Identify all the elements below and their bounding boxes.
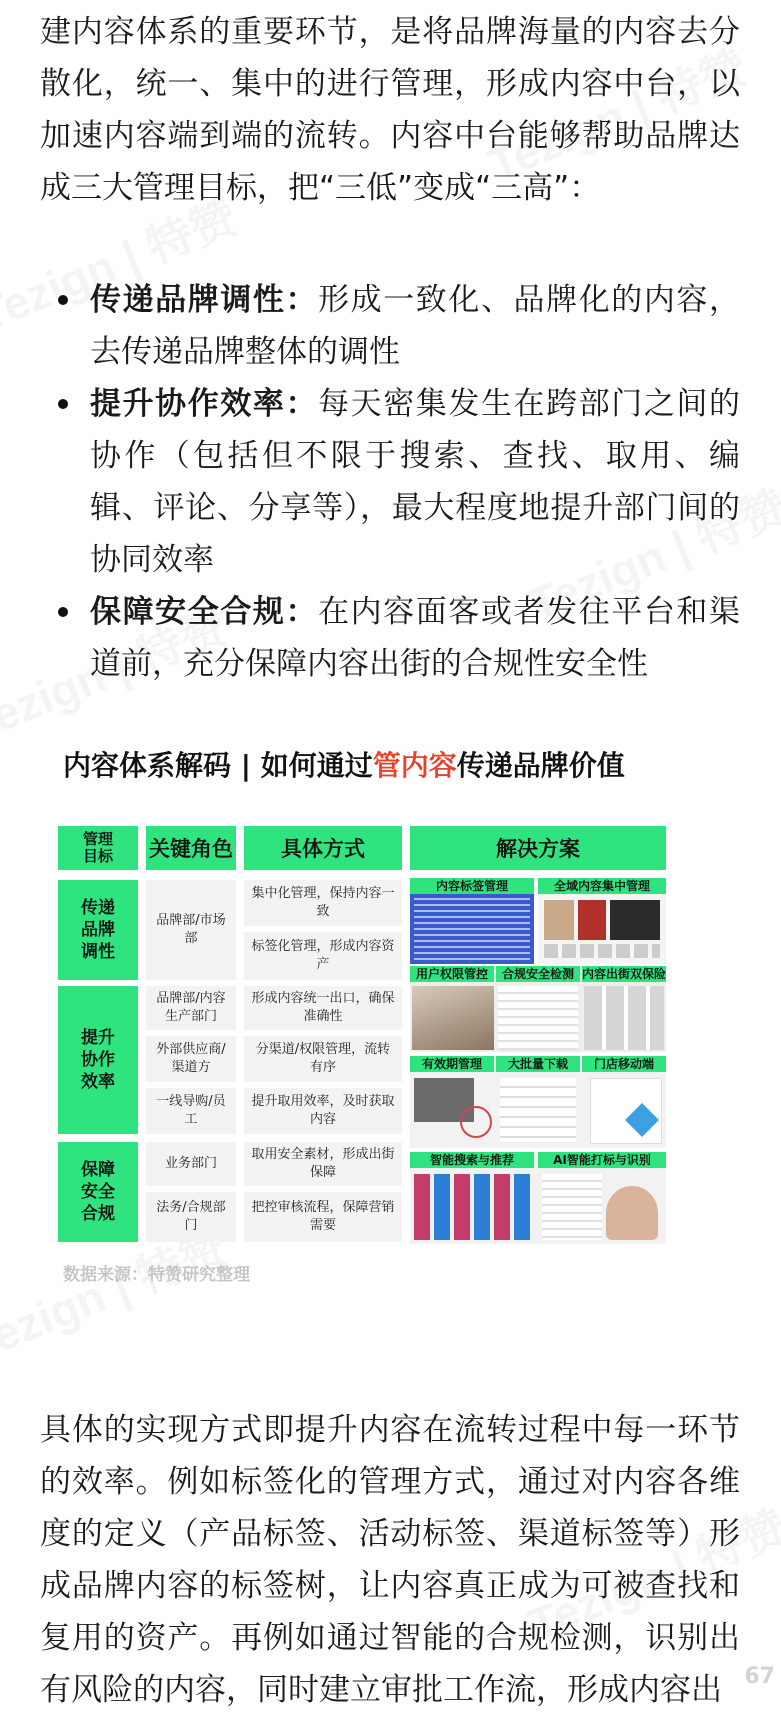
solution-label: AI智能打标与识别 (538, 1152, 666, 1168)
screenshot-thumbnail (500, 1078, 576, 1142)
bullet-text: 在内容面客或者发往平台和渠道前，充分保障内容出街的合规性安全性 (90, 594, 741, 682)
solution-panel (410, 1152, 666, 1244)
method-cell: 标签化管理，形成内容资产 (244, 932, 402, 980)
stamp-icon (460, 1106, 492, 1138)
header-method: 具体方式 (244, 826, 402, 870)
photo-thumbnail (610, 900, 660, 940)
solution-label: 大批量下载 (496, 1056, 580, 1072)
photo-thumbnail (606, 1186, 658, 1240)
method-cell: 取用安全素材，形成出街保障 (244, 1142, 402, 1186)
role-cell: 一线导购/员工 (146, 1088, 236, 1134)
list-item (40, 378, 740, 586)
role-cell: 法务/合规部门 (146, 1192, 236, 1242)
goal-list (40, 274, 740, 690)
header-solution: 解决方案 (410, 826, 666, 870)
page-number: 67 (744, 1664, 775, 1689)
bullet-icon (58, 607, 68, 617)
screenshot-thumbnail (498, 986, 578, 1050)
screenshot-thumbnail (542, 1174, 602, 1240)
solution-label: 用户权限管控 (410, 966, 494, 982)
goal-cell: 传递品牌调性 (58, 880, 138, 980)
figure-title-highlight: 管内容 (372, 749, 457, 782)
solution-label: 门店移动端 (582, 1056, 666, 1072)
bullet-icon (58, 399, 68, 409)
header-goal: 管理目标 (58, 826, 138, 870)
goal-cell: 提升协作效率 (58, 986, 138, 1134)
bullet-icon (58, 295, 68, 305)
role-cell: 业务部门 (146, 1142, 236, 1186)
bullet-title: 保障安全合规： (90, 594, 319, 630)
screenshot-thumbnail (584, 986, 664, 1050)
solution-label: 内容出街双保险 (582, 967, 666, 981)
role-cell: 品牌部/内容生产部门 (146, 986, 236, 1030)
thumbnail-strip (544, 944, 660, 958)
solution-label: 全域内容集中管理 (538, 878, 666, 894)
goal-cell: 保障安全合规 (58, 1142, 138, 1242)
screenshot-thumbnail (414, 898, 530, 960)
method-cell: 分渠道/权限管理，流转有序 (244, 1036, 402, 1082)
body-paragraph: 具体的实现方式即提升内容在流转过程中每一环节的效率。例如标签化的管理方式，通过对内容各维度的定义（产品标签、活动标签、渠道标签等）形成品牌内容的标签树，让内容真正成为可被查找和复用的资产。再例如通过智能的合规检测，识别出有风险的内容，同时建立审批工作流，形成内容出 (40, 1412, 740, 1708)
solution-label: 有效期管理 (410, 1056, 494, 1072)
bullet-text: 每天密集发生在跨部门之间的协作（包括但不限于搜索、查找、取用、编辑、评论、分享等），最大程度地提升部门间的协同效率 (90, 386, 741, 578)
photo-thumbnail (544, 900, 574, 940)
solution-panel (410, 1056, 666, 1148)
solution-label: 内容标签管理 (410, 878, 534, 894)
bullet-title: 传递品牌调性： (90, 282, 319, 318)
solution-panel (410, 878, 534, 964)
header-role: 关键角色 (146, 826, 236, 870)
figure-title-pre: 内容体系解码 | 如何通过 (63, 749, 373, 782)
method-cell: 提升取用效率，及时获取内容 (244, 1088, 402, 1134)
solution-panel (410, 966, 666, 1052)
figure-title-post: 传递品牌价值 (456, 749, 625, 782)
solution-panel (538, 878, 666, 964)
role-cell: 品牌部/市场部 (146, 880, 236, 980)
list-item (40, 274, 740, 378)
list-item (40, 586, 740, 690)
photo-thumbnail (412, 986, 494, 1050)
data-source: 数据来源：特赞研究整理 (63, 1265, 250, 1285)
bullet-text: 形成一致化、品牌化的内容，去传递品牌整体的调性 (90, 282, 741, 370)
screenshot-thumbnail (590, 1078, 662, 1144)
role-cell: 外部供应商/渠道方 (146, 1036, 236, 1082)
screenshot-thumbnail (414, 1174, 530, 1240)
method-cell: 把控审核流程，保障营销需要 (244, 1192, 402, 1242)
method-cell: 集中化管理，保持内容一致 (244, 880, 402, 926)
photo-thumbnail (578, 900, 606, 940)
method-cell: 形成内容统一出口，确保准确性 (244, 986, 402, 1030)
solution-label: 合规安全检测 (496, 966, 580, 982)
solution-label: 智能搜索与推荐 (410, 1152, 534, 1168)
bullet-title: 提升协作效率： (90, 386, 319, 422)
intro-paragraph: 建内容体系的重要环节，是将品牌海量的内容去分散化，统一、集中的进行管理，形成内容中台，以加速内容端到端的流转。内容中台能够帮助品牌达成三大管理目标，把“三低”变成“三高”： (40, 14, 740, 206)
figure-title (63, 744, 625, 784)
